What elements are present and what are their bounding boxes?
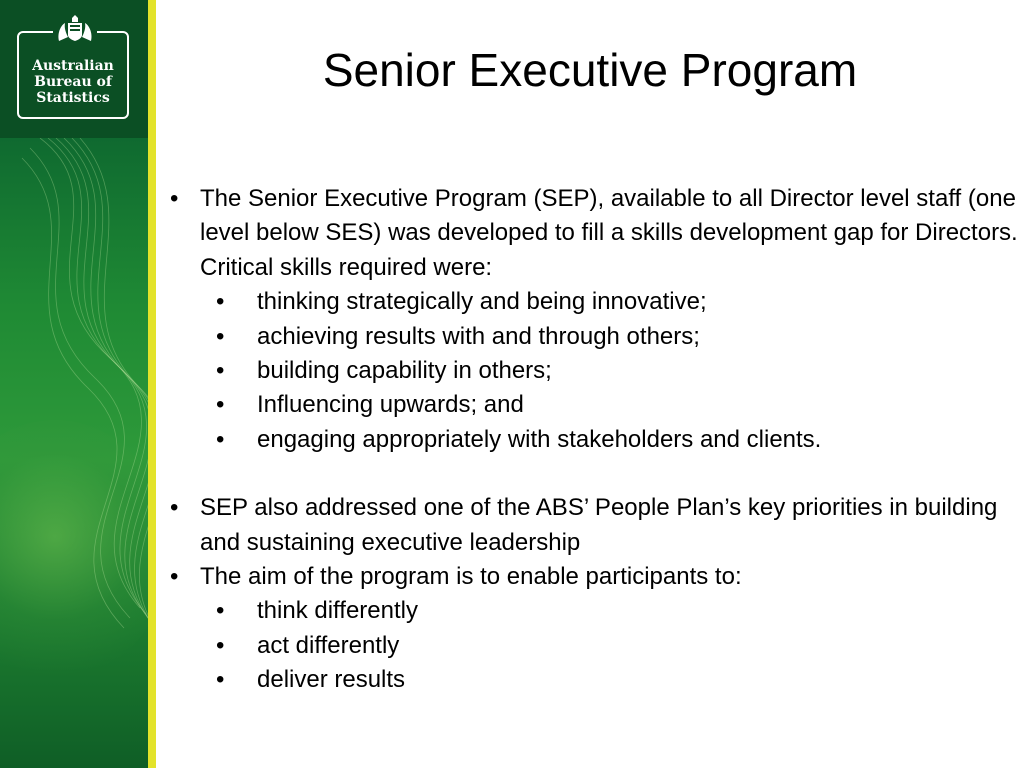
bullet-icon: •: [216, 357, 225, 385]
sub-bullet-item: [168, 285, 1018, 319]
abs-logo: [17, 31, 129, 119]
logo-line: Bureau of: [34, 74, 112, 90]
sub-bullet-item: [168, 354, 1018, 388]
sub-bullet-text: achieving results with and through others;: [257, 322, 700, 350]
sub-bullet-item: [168, 423, 1018, 457]
logo-wordmark: [19, 58, 127, 106]
bullet-icon: •: [216, 391, 225, 419]
bullet-icon: •: [216, 631, 225, 659]
slide-body: [168, 182, 1018, 698]
bullet-text: The aim of the program is to enable participants to:: [200, 563, 742, 591]
paragraph-gap: [168, 457, 1018, 491]
bullet-icon: •: [170, 563, 179, 591]
bullet-icon: •: [216, 288, 225, 316]
sub-bullet-item: [168, 629, 1018, 663]
bullet-text: SEP also addressed one of the ABS’ People Plan’s key priorities in building and sustaining executive leadership: [200, 494, 998, 556]
coat-of-arms-icon: [53, 15, 97, 43]
logo-line: Statistics: [36, 90, 110, 106]
bullet-icon: •: [170, 494, 179, 522]
sub-bullet-item: [168, 663, 1018, 697]
sub-bullet-text: thinking strategically and being innovative;: [257, 288, 707, 316]
slide-title: Senior Executive Program: [322, 44, 858, 96]
bullet-icon: •: [216, 666, 225, 694]
sub-bullet-item: [168, 594, 1018, 628]
bullet-item: [168, 560, 1018, 594]
bullet-icon: •: [216, 597, 225, 625]
sub-bullet-text: engaging appropriately with stakeholders and clients.: [257, 425, 822, 453]
sub-bullet-text: Influencing upwards; and: [257, 391, 524, 419]
bullet-icon: •: [216, 425, 225, 453]
bullet-icon: •: [216, 322, 225, 350]
bullet-item: [168, 182, 1018, 285]
decorative-sidebar: [0, 0, 148, 768]
sidebar-wave-decoration: [0, 138, 148, 768]
bullet-icon: •: [170, 185, 179, 212]
sub-bullet-text: think differently: [257, 597, 418, 625]
sub-bullet-item: [168, 320, 1018, 354]
bullet-text: The Senior Executive Program (SEP), available to all Director level staff (one level below SES) was developed to fill a skills development gap for Directors. Critical skills required were:: [200, 185, 1018, 281]
logo-line: Australian: [32, 58, 114, 74]
sub-bullet-text: deliver results: [257, 666, 406, 694]
bullet-item: [168, 491, 1018, 560]
sub-bullet-text: act differently: [257, 631, 400, 659]
sub-bullet-item: [168, 388, 1018, 422]
accent-strip: [148, 0, 156, 768]
sub-bullet-text: building capability in others;: [257, 357, 552, 385]
